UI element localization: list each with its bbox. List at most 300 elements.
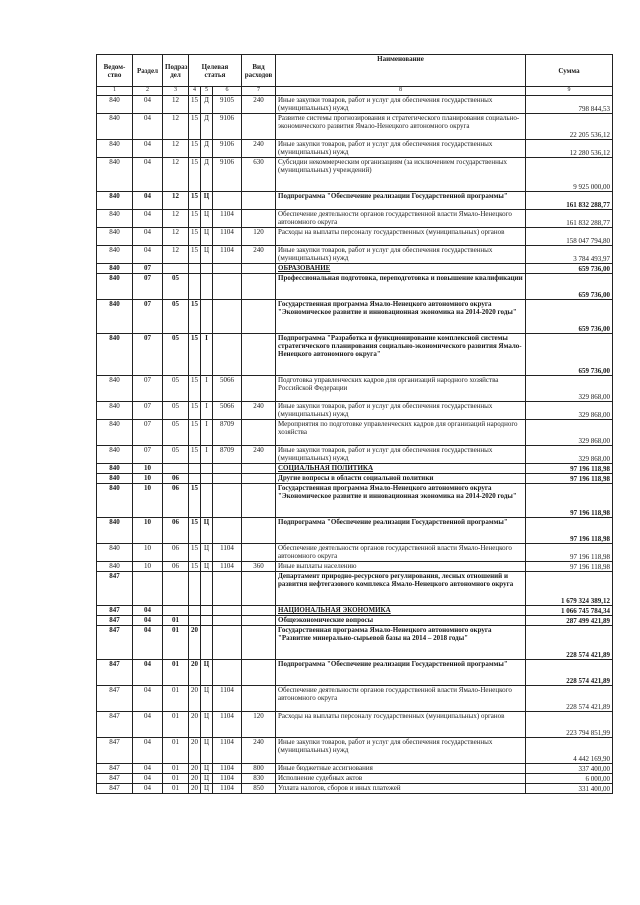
cell-razdel: 10: [133, 562, 163, 572]
cell-vedomstvo: 840: [97, 210, 133, 228]
cell-naimenovanie: Развитие системы прогнозирования и стратегического планирования социально-экономического развития Ямало-Ненецкого автономного округа: [276, 114, 526, 140]
cell-vid-raskhodov: [242, 264, 276, 274]
cell-summa: 161 832 288,77: [526, 192, 613, 210]
cell-direction: 9105: [213, 96, 242, 114]
cell-vid-raskhodov: 240: [242, 446, 276, 464]
cell-direction: 8709: [213, 446, 242, 464]
table-row: [97, 474, 613, 484]
cell-vedomstvo: 847: [97, 616, 133, 626]
cell-program: 20: [189, 764, 201, 774]
cell-podrazdel: 06: [163, 484, 189, 518]
cell-program: 15: [189, 446, 201, 464]
colnum: 6: [213, 87, 242, 96]
cell-summa: 228 574 421,89: [526, 686, 613, 712]
cell-subprogram: I: [201, 376, 213, 402]
colnum: 7: [242, 87, 276, 96]
cell-podrazdel: 06: [163, 562, 189, 572]
table-row: [97, 228, 613, 246]
cell-vedomstvo: 847: [97, 784, 133, 794]
cell-podrazdel: 12: [163, 114, 189, 140]
cell-razdel: 10: [133, 544, 163, 562]
cell-vid-raskhodov: 120: [242, 228, 276, 246]
table-row: [97, 158, 613, 192]
cell-summa: 331 400,00: [526, 784, 613, 794]
cell-vedomstvo: 847: [97, 686, 133, 712]
cell-subprogram: [201, 572, 213, 606]
cell-direction: [213, 334, 242, 376]
cell-subprogram: Д: [201, 96, 213, 114]
cell-vid-raskhodov: 240: [242, 246, 276, 264]
cell-vedomstvo: 840: [97, 562, 133, 572]
cell-vedomstvo: 840: [97, 376, 133, 402]
cell-summa: 659 736,00: [526, 274, 613, 300]
cell-program: [189, 606, 201, 616]
cell-naimenovanie: ОБРАЗОВАНИЕ: [276, 264, 526, 274]
cell-subprogram: Д: [201, 158, 213, 192]
cell-program: [189, 464, 201, 474]
cell-direction: 1104: [213, 712, 242, 738]
cell-naimenovanie: Профессиональная подготовка, переподготовка и повышение квалификации: [276, 274, 526, 300]
cell-podrazdel: 01: [163, 686, 189, 712]
cell-summa: 798 844,53: [526, 96, 613, 114]
cell-vedomstvo: 840: [97, 96, 133, 114]
cell-summa: 97 196 118,98: [526, 518, 613, 544]
cell-direction: [213, 484, 242, 518]
cell-podrazdel: 01: [163, 712, 189, 738]
cell-razdel: 07: [133, 274, 163, 300]
cell-program: [189, 616, 201, 626]
cell-razdel: [133, 572, 163, 606]
table-row: [97, 660, 613, 686]
cell-subprogram: [201, 300, 213, 334]
cell-vedomstvo: 847: [97, 572, 133, 606]
cell-summa: 12 280 536,12: [526, 140, 613, 158]
cell-summa: 329 868,00: [526, 402, 613, 420]
cell-direction: 1104: [213, 774, 242, 784]
cell-podrazdel: 01: [163, 738, 189, 764]
cell-razdel: 04: [133, 210, 163, 228]
cell-naimenovanie: Подпрограмма "Обеспечение реализации Государственной программы": [276, 518, 526, 544]
colnum: 4: [189, 87, 201, 96]
cell-naimenovanie: Исполнение судебных актов: [276, 774, 526, 784]
cell-subprogram: Ц: [201, 764, 213, 774]
cell-razdel: 04: [133, 246, 163, 264]
cell-razdel: 10: [133, 518, 163, 544]
cell-vid-raskhodov: [242, 114, 276, 140]
cell-direction: 1104: [213, 246, 242, 264]
cell-naimenovanie: СОЦИАЛЬНАЯ ПОЛИТИКА: [276, 464, 526, 474]
cell-vid-raskhodov: 240: [242, 140, 276, 158]
cell-naimenovanie: Обеспечение деятельности органов государственной власти Ямало-Ненецкого автономного округа: [276, 544, 526, 562]
cell-vid-raskhodov: [242, 464, 276, 474]
cell-vid-raskhodov: [242, 518, 276, 544]
cell-vedomstvo: 840: [97, 264, 133, 274]
cell-naimenovanie: Другие вопросы в области социальной политики: [276, 474, 526, 484]
cell-summa: 4 442 169,90: [526, 738, 613, 764]
cell-podrazdel: 05: [163, 334, 189, 376]
cell-podrazdel: 05: [163, 376, 189, 402]
cell-vedomstvo: 840: [97, 402, 133, 420]
cell-summa: 97 196 118,98: [526, 484, 613, 518]
cell-podrazdel: 01: [163, 774, 189, 784]
colnum: 9: [526, 87, 613, 96]
cell-razdel: 04: [133, 686, 163, 712]
cell-vid-raskhodov: [242, 572, 276, 606]
cell-naimenovanie: НАЦИОНАЛЬНАЯ ЭКОНОМИКА: [276, 606, 526, 616]
table-row: [97, 96, 613, 114]
cell-summa: 161 832 288,77: [526, 210, 613, 228]
table-row: [97, 784, 613, 794]
cell-naimenovanie: Подпрограмма "Разработка и функционирование комплексной системы стратегического планирования социально-экономического развития Ямало-Ненецкого автономного округа": [276, 334, 526, 376]
cell-razdel: 04: [133, 626, 163, 660]
cell-subprogram: [201, 484, 213, 518]
cell-razdel: 07: [133, 402, 163, 420]
cell-naimenovanie: Государственная программа Ямало-Ненецкого автономного округа "Развитие минерально-сырьевой базы на 2014 – 2018 годы": [276, 626, 526, 660]
cell-program: 15: [189, 140, 201, 158]
cell-vedomstvo: 840: [97, 114, 133, 140]
table-row: [97, 572, 613, 606]
cell-program: 20: [189, 712, 201, 738]
cell-razdel: 04: [133, 784, 163, 794]
cell-vedomstvo: 847: [97, 626, 133, 660]
header-naimenovanie: Наименование: [276, 55, 526, 87]
cell-podrazdel: 12: [163, 192, 189, 210]
table-row: [97, 446, 613, 464]
cell-naimenovanie: Департамент природно-ресурсного регулирования, лесных отношений и развития нефтегазового комплекса Ямало-Ненецкого автономного округа: [276, 572, 526, 606]
table-row: [97, 764, 613, 774]
cell-naimenovanie: Государственная программа Ямало-Ненецкого автономного округа "Экономическое развитие и инновационная экономика на 2014-2020 годы": [276, 300, 526, 334]
cell-summa: 97 196 118,98: [526, 544, 613, 562]
cell-vid-raskhodov: 800: [242, 764, 276, 774]
cell-naimenovanie: Расходы на выплаты персоналу государственных (муниципальных) органов: [276, 712, 526, 738]
cell-naimenovanie: Общеэкономические вопросы: [276, 616, 526, 626]
cell-subprogram: Ц: [201, 774, 213, 784]
cell-summa: 659 736,00: [526, 264, 613, 274]
cell-program: 15: [189, 420, 201, 446]
cell-vid-raskhodov: [242, 274, 276, 300]
cell-subprogram: [201, 464, 213, 474]
cell-subprogram: [201, 616, 213, 626]
cell-direction: [213, 192, 242, 210]
cell-summa: 1 066 745 784,34: [526, 606, 613, 616]
cell-program: 15: [189, 544, 201, 562]
cell-program: 15: [189, 210, 201, 228]
cell-program: 15: [189, 96, 201, 114]
cell-razdel: 04: [133, 616, 163, 626]
cell-podrazdel: 05: [163, 446, 189, 464]
cell-podrazdel: 01: [163, 616, 189, 626]
cell-naimenovanie: Подготовка управленческих кадров для организаций народного хозяйства Российской Федерации: [276, 376, 526, 402]
table-row: [97, 738, 613, 764]
cell-direction: 5066: [213, 402, 242, 420]
table-row: [97, 274, 613, 300]
cell-naimenovanie: Иные закупки товаров, работ и услуг для обеспечения государственных (муниципальных) нужд: [276, 140, 526, 158]
cell-vid-raskhodov: [242, 616, 276, 626]
cell-vid-raskhodov: 240: [242, 402, 276, 420]
table-row: [97, 300, 613, 334]
cell-vedomstvo: 840: [97, 446, 133, 464]
cell-vid-raskhodov: 360: [242, 562, 276, 572]
cell-subprogram: Ц: [201, 784, 213, 794]
cell-vedomstvo: 840: [97, 246, 133, 264]
table-row: [97, 518, 613, 544]
cell-vedomstvo: 840: [97, 420, 133, 446]
cell-subprogram: Ц: [201, 660, 213, 686]
cell-vedomstvo: 840: [97, 228, 133, 246]
table-row: [97, 264, 613, 274]
cell-program: 20: [189, 774, 201, 784]
cell-subprogram: [201, 606, 213, 616]
cell-podrazdel: 06: [163, 518, 189, 544]
cell-vid-raskhodov: [242, 686, 276, 712]
cell-program: 15: [189, 114, 201, 140]
cell-razdel: 04: [133, 192, 163, 210]
cell-program: 15: [189, 376, 201, 402]
cell-program: 15: [189, 228, 201, 246]
cell-subprogram: Ц: [201, 192, 213, 210]
cell-razdel: 07: [133, 264, 163, 274]
cell-naimenovanie: Обеспечение деятельности органов государственной власти Ямало-Ненецкого автономного округа: [276, 210, 526, 228]
cell-summa: 329 868,00: [526, 420, 613, 446]
cell-program: 15: [189, 484, 201, 518]
cell-summa: 6 000,00: [526, 774, 613, 784]
cell-vid-raskhodov: [242, 420, 276, 446]
cell-razdel: 04: [133, 114, 163, 140]
cell-naimenovanie: Подпрограмма "Обеспечение реализации Государственной программы": [276, 660, 526, 686]
cell-program: 20: [189, 660, 201, 686]
cell-direction: [213, 474, 242, 484]
cell-vedomstvo: 840: [97, 274, 133, 300]
cell-direction: 9106: [213, 140, 242, 158]
table-row: [97, 464, 613, 474]
cell-podrazdel: 06: [163, 474, 189, 484]
table-row: [97, 484, 613, 518]
cell-podrazdel: 12: [163, 246, 189, 264]
table-row: [97, 686, 613, 712]
cell-vedomstvo: 847: [97, 774, 133, 784]
cell-direction: [213, 616, 242, 626]
cell-subprogram: Ц: [201, 712, 213, 738]
cell-razdel: 04: [133, 228, 163, 246]
cell-vid-raskhodov: 630: [242, 158, 276, 192]
cell-podrazdel: 12: [163, 210, 189, 228]
cell-vid-raskhodov: 830: [242, 774, 276, 784]
cell-naimenovanie: Иные закупки товаров, работ и услуг для обеспечения государственных (муниципальных) нужд: [276, 402, 526, 420]
cell-podrazdel: 06: [163, 544, 189, 562]
cell-program: 20: [189, 626, 201, 660]
cell-razdel: 07: [133, 300, 163, 334]
cell-subprogram: I: [201, 334, 213, 376]
cell-direction: [213, 626, 242, 660]
table-row: [97, 192, 613, 210]
cell-direction: 1104: [213, 738, 242, 764]
cell-vid-raskhodov: [242, 210, 276, 228]
cell-podrazdel: 05: [163, 300, 189, 334]
cell-direction: 9106: [213, 158, 242, 192]
table-row: [97, 774, 613, 784]
cell-direction: 8709: [213, 420, 242, 446]
cell-naimenovanie: Государственная программа Ямало-Ненецкого автономного округа "Экономическое развитие и инновационная экономика на 2014-2020 годы": [276, 484, 526, 518]
cell-direction: 9106: [213, 114, 242, 140]
table-row: [97, 712, 613, 738]
header-vid-raskhodov: Вид расходов: [242, 55, 276, 87]
cell-vid-raskhodov: 850: [242, 784, 276, 794]
table-row: [97, 544, 613, 562]
cell-razdel: 04: [133, 660, 163, 686]
table-row: [97, 420, 613, 446]
cell-program: [189, 274, 201, 300]
cell-program: 20: [189, 686, 201, 712]
budget-document: [96, 54, 612, 794]
cell-program: 15: [189, 158, 201, 192]
cell-subprogram: Ц: [201, 544, 213, 562]
table-row: [97, 562, 613, 572]
cell-podrazdel: 05: [163, 402, 189, 420]
cell-vedomstvo: 847: [97, 764, 133, 774]
cell-razdel: 04: [133, 738, 163, 764]
header-podrazdel: Подраз дел: [163, 55, 189, 87]
cell-program: [189, 474, 201, 484]
cell-vid-raskhodov: [242, 484, 276, 518]
cell-direction: [213, 606, 242, 616]
cell-naimenovanie: Мероприятия по подготовке управленческих кадров для организаций народного хозяйства: [276, 420, 526, 446]
cell-vedomstvo: 847: [97, 712, 133, 738]
cell-podrazdel: [163, 464, 189, 474]
cell-vedomstvo: 840: [97, 464, 133, 474]
cell-razdel: 04: [133, 96, 163, 114]
cell-naimenovanie: Обеспечение деятельности органов государственной власти Ямало-Ненецкого автономного округа: [276, 686, 526, 712]
cell-podrazdel: [163, 572, 189, 606]
cell-program: 15: [189, 246, 201, 264]
cell-summa: 97 196 118,98: [526, 474, 613, 484]
cell-naimenovanie: Иные закупки товаров, работ и услуг для обеспечения государственных (муниципальных) нужд: [276, 246, 526, 264]
cell-naimenovanie: Иные бюджетные ассигнования: [276, 764, 526, 774]
cell-podrazdel: 12: [163, 96, 189, 114]
cell-program: 15: [189, 300, 201, 334]
colnum: 2: [133, 87, 163, 96]
cell-summa: 97 196 118,98: [526, 562, 613, 572]
cell-vedomstvo: 840: [97, 158, 133, 192]
cell-summa: 329 868,00: [526, 446, 613, 464]
cell-razdel: 04: [133, 764, 163, 774]
cell-subprogram: Д: [201, 114, 213, 140]
column-numbers-row: [97, 87, 613, 96]
header-razdel: Раздел: [133, 55, 163, 87]
cell-summa: 228 574 421,89: [526, 660, 613, 686]
table-row: [97, 210, 613, 228]
cell-subprogram: Ц: [201, 210, 213, 228]
cell-vedomstvo: 840: [97, 140, 133, 158]
cell-vedomstvo: 840: [97, 192, 133, 210]
cell-subprogram: Ц: [201, 738, 213, 764]
cell-direction: 5066: [213, 376, 242, 402]
cell-direction: 1104: [213, 210, 242, 228]
cell-program: [189, 572, 201, 606]
cell-subprogram: Ц: [201, 518, 213, 544]
cell-direction: [213, 300, 242, 334]
cell-podrazdel: 05: [163, 420, 189, 446]
header-tselevaya-statya: Целевая статья: [189, 55, 242, 87]
cell-direction: [213, 464, 242, 474]
cell-vid-raskhodov: 240: [242, 738, 276, 764]
cell-razdel: 10: [133, 464, 163, 474]
cell-naimenovanie: Уплата налогов, сборов и иных платежей: [276, 784, 526, 794]
cell-vid-raskhodov: [242, 626, 276, 660]
cell-naimenovanie: Расходы на выплаты персоналу государственных (муниципальных) органов: [276, 228, 526, 246]
cell-vid-raskhodov: [242, 376, 276, 402]
table-row: [97, 626, 613, 660]
cell-naimenovanie: Субсидии некоммерческим организациям (за исключением государственных (муниципальных) учреждений): [276, 158, 526, 192]
cell-direction: 1104: [213, 764, 242, 774]
header-vedomstvo: Ведом-ство: [97, 55, 133, 87]
cell-subprogram: Ц: [201, 686, 213, 712]
cell-podrazdel: [163, 606, 189, 616]
cell-naimenovanie: Иные выплаты населению: [276, 562, 526, 572]
table-row: [97, 616, 613, 626]
table-row: [97, 140, 613, 158]
cell-subprogram: Ц: [201, 562, 213, 572]
cell-razdel: 10: [133, 474, 163, 484]
cell-razdel: 04: [133, 712, 163, 738]
table-row: [97, 334, 613, 376]
cell-direction: 1104: [213, 562, 242, 572]
cell-subprogram: Ц: [201, 246, 213, 264]
cell-vedomstvo: 840: [97, 518, 133, 544]
table-row: [97, 606, 613, 616]
cell-razdel: 04: [133, 158, 163, 192]
cell-direction: [213, 274, 242, 300]
cell-razdel: 07: [133, 376, 163, 402]
cell-vedomstvo: 840: [97, 334, 133, 376]
cell-subprogram: I: [201, 420, 213, 446]
cell-vedomstvo: 840: [97, 484, 133, 518]
cell-subprogram: [201, 474, 213, 484]
cell-subprogram: I: [201, 446, 213, 464]
cell-razdel: 07: [133, 446, 163, 464]
header-summa: Сумма: [526, 55, 613, 87]
cell-subprogram: Д: [201, 140, 213, 158]
cell-direction: 1104: [213, 228, 242, 246]
cell-podrazdel: 12: [163, 140, 189, 158]
cell-razdel: 10: [133, 484, 163, 518]
colnum: 5: [201, 87, 213, 96]
cell-podrazdel: 12: [163, 158, 189, 192]
cell-summa: 223 794 851,99: [526, 712, 613, 738]
cell-program: 20: [189, 784, 201, 794]
cell-program: 20: [189, 738, 201, 764]
budget-table: [96, 54, 613, 794]
table-row: [97, 114, 613, 140]
cell-direction: 1104: [213, 784, 242, 794]
cell-program: 15: [189, 518, 201, 544]
cell-subprogram: [201, 264, 213, 274]
cell-direction: [213, 572, 242, 606]
cell-razdel: 04: [133, 606, 163, 616]
colnum: 1: [97, 87, 133, 96]
colnum: 8: [276, 87, 526, 96]
cell-vedomstvo: 847: [97, 738, 133, 764]
cell-vid-raskhodov: [242, 606, 276, 616]
cell-summa: 659 736,00: [526, 334, 613, 376]
cell-subprogram: [201, 626, 213, 660]
cell-podrazdel: 01: [163, 660, 189, 686]
cell-program: 15: [189, 562, 201, 572]
cell-razdel: 04: [133, 774, 163, 784]
cell-vedomstvo: 840: [97, 474, 133, 484]
table-row: [97, 246, 613, 264]
cell-summa: 3 784 493,97: [526, 246, 613, 264]
cell-direction: 1104: [213, 544, 242, 562]
